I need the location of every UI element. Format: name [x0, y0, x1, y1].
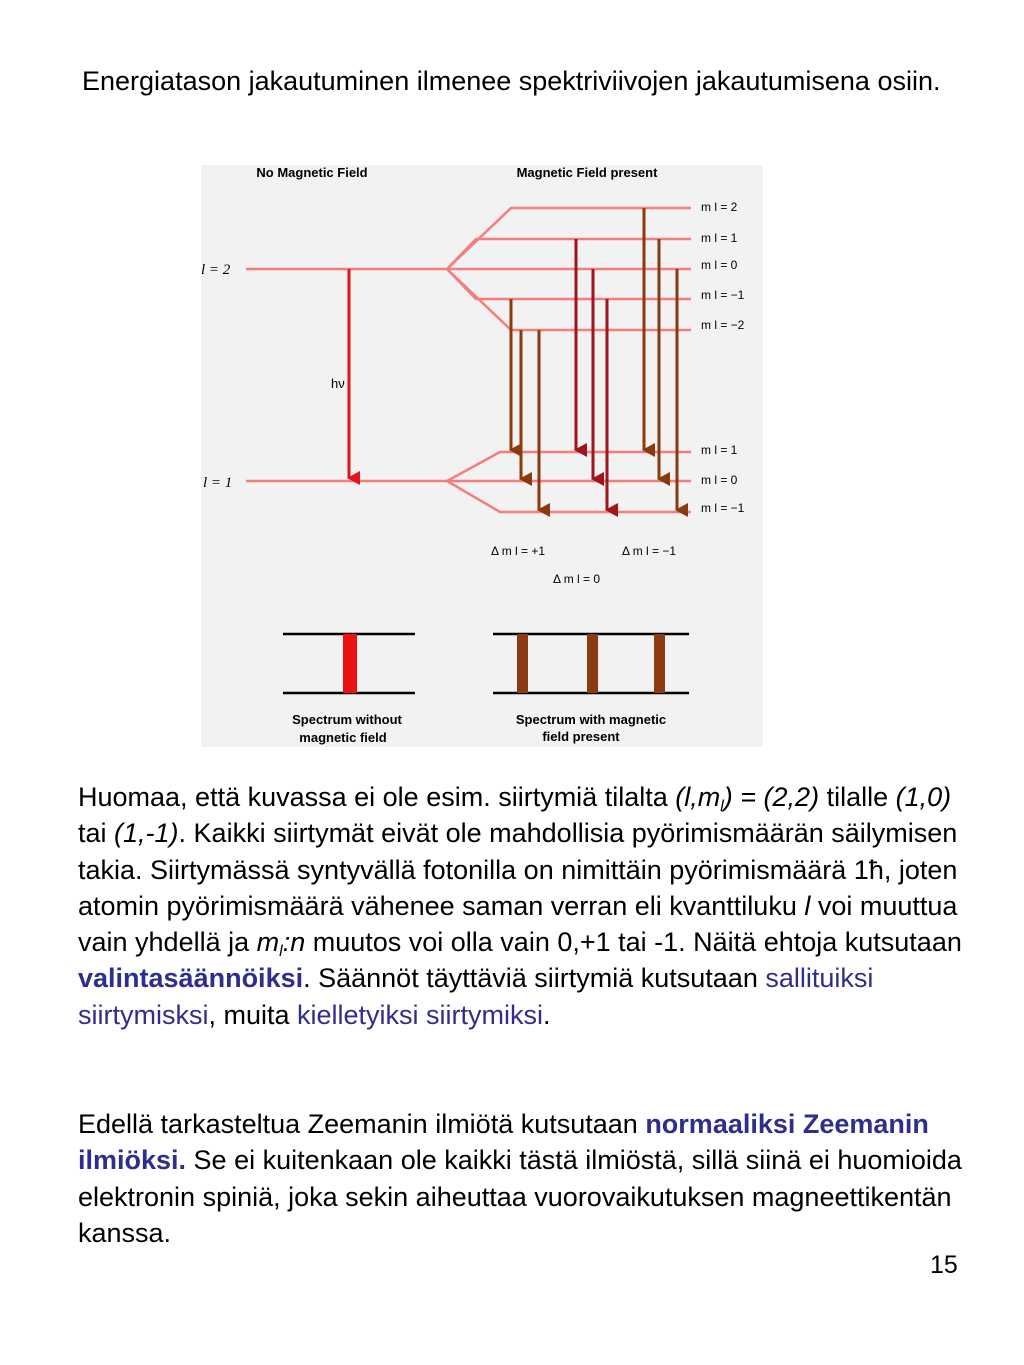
italic-text: l [804, 890, 811, 921]
ml-label: m l = −2 [701, 318, 745, 332]
term-normal-zeeman: normaaliksi Zeemanin ilmiöksi. [78, 1109, 929, 1176]
delta-zero-label: Δ m l = 0 [553, 572, 601, 586]
italic-text: $(l,m_l) = (2,2)$ [675, 782, 820, 815]
spectrum-right-caption: Spectrum with magnetic [515, 712, 667, 727]
lower-ml-labels [701, 443, 745, 515]
ml-label: m l = 0 [701, 473, 738, 487]
header-field-present: Magnetic Field present [516, 165, 658, 180]
ml-label: m l = 1 [701, 443, 738, 457]
hbar-symbol: ħ [868, 854, 884, 885]
spectrum-line-brown [517, 634, 528, 693]
ml-label: m l = 2 [701, 200, 738, 214]
ml-label: m l = −1 [701, 288, 745, 302]
level-label-lower: l = 1 [203, 475, 233, 491]
page-number: 15 [930, 1251, 958, 1279]
text: voi muuttua vain yhdellä ja [78, 890, 958, 958]
text: , joten atomin pyörimismäärä vähenee saman verran eli kvanttiluku [78, 854, 958, 921]
delta-plus-label: Δ m l = +1 [491, 544, 546, 558]
ml-label: m l = −1 [701, 501, 745, 515]
upper-level-lines [246, 208, 691, 330]
text: Huomaa, että kuvassa ei ole esim. siirtymiä tilalta [78, 782, 676, 812]
text: Se ei kuitenkaan ole kaikki tästä ilmiöstä, sillä siinä ei huomioida elektronin spiniä, joka sekin aiheuttaa vuorovaikutuksen magneettikentän kanssa. [78, 1145, 962, 1248]
spectrum-without-field [283, 634, 415, 693]
spectrum-left-caption: magnetic field [299, 730, 387, 745]
header-no-field: No Magnetic Field [256, 165, 368, 180]
italic-text: $m_l:n$ [256, 927, 306, 961]
delta-minus-label: Δ m l = −1 [622, 544, 677, 558]
text: , muita [208, 999, 298, 1030]
zeeman-diagram-svg [201, 165, 763, 747]
italic-text: (1,-1) [114, 818, 179, 849]
text: tai [78, 818, 115, 849]
spectrum-line-red [343, 634, 357, 693]
level-label-upper: l = 2 [201, 262, 231, 278]
term-allowed-transitions: sallituiksi siirtymisksi [78, 963, 874, 1030]
intro-text: Energiatason jakautuminen ilmenee spektriviivojen jakautumisena osiin. [82, 66, 941, 96]
text: . [543, 999, 551, 1030]
paragraph-normal-zeeman [78, 1106, 978, 1251]
spectrum-right-caption: field present [542, 729, 620, 744]
spectrum-line-brown [654, 634, 665, 693]
ml-label: m l = 1 [701, 231, 738, 245]
italic-text: (1,0) [895, 782, 952, 812]
term-selection-rules: valintasäännöiksi [78, 963, 304, 994]
text: Edellä tarkasteltua Zeemanin ilmiötä kutsutaan [78, 1109, 646, 1139]
photon-label: hν [331, 376, 345, 391]
ml-label: m l = 0 [701, 258, 738, 272]
spectrum-line-brown [587, 634, 598, 693]
spectrum-with-field [493, 634, 689, 693]
text: . Säännöt täyttäviä siirtymiä kutsutaan [303, 963, 766, 994]
text: muutos voi olla vain 0,+1 tai -1. Näitä ehtoja kutsutaan [305, 927, 962, 958]
transition-arrows [511, 208, 677, 510]
upper-ml-labels [701, 200, 745, 332]
lower-level-lines [246, 452, 691, 512]
spectrum-left-caption: Spectrum without [292, 712, 402, 727]
text: tilalle [819, 782, 896, 812]
zeeman-diagram [201, 165, 763, 747]
paragraph-selection-rules [78, 779, 978, 1033]
term-forbidden-transitions: kielletyiksi siirtymiksi [297, 999, 544, 1030]
text: . Kaikki siirtymät eivät ole mahdollisia pyörimismäärän säilymisen takia. Siirtymässä syntyvällä fotonilla on nimittäin pyörimismäärä 1 [78, 818, 958, 885]
